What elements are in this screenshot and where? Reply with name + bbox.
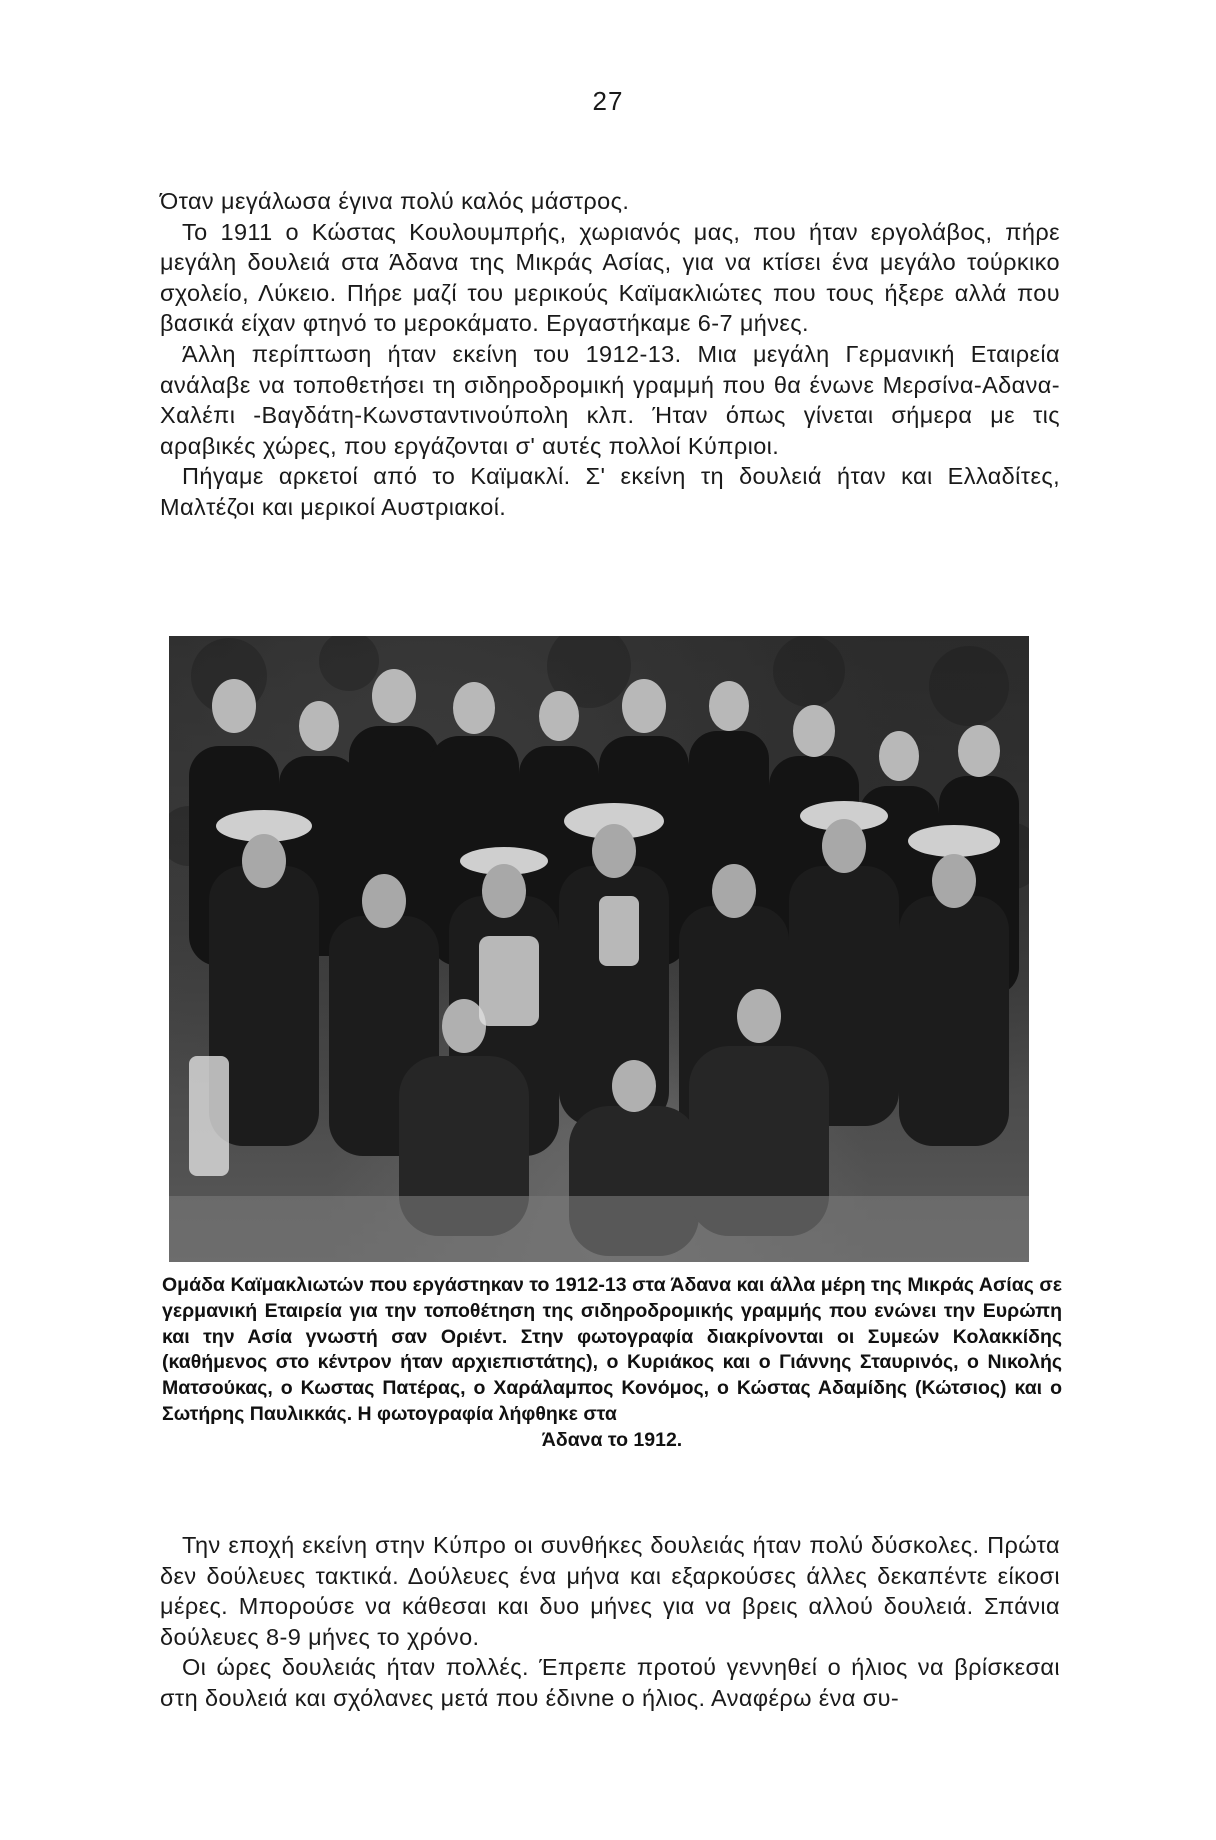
page-number: 27 <box>592 86 624 116</box>
paragraph-4: Πήγαμε αρκετοί από το Καϊμακλί. Σ' εκείνη τη δουλειά ήταν και Ελλαδίτες, Μαλτέζοι και μερικοί Αυστριακοί. <box>160 463 1060 520</box>
group-photograph <box>169 636 1029 1262</box>
photo-figures <box>169 636 1029 1262</box>
caption-last-line: Άδανα το 1912. <box>541 1428 683 1451</box>
photo-caption <box>162 1273 1062 1454</box>
caption-text: Ομάδα Καϊμακλιωτών που εργάστηκαν το 1912-13 στα Άδανα και άλλα μέρη της Μικράς Ασίας σε γερμανική Εταιρεία για την τοποθέτηση της σιδηροδρομικής γραμμής που ενώνει την Ευρώπη και την Ασία γνωστή σαν Οριέντ. Στην φωτογραφία διακρίνονται οι Συμεών Κολακκίδης (καθήμενος στο κέντρον ήταν αρχιεπιστάτης), ο Κυριάκος και ο Γιάννης Σταυρινός, ο Νικολής Ματσούκας, ο Κωστας Πατέρας, ο Χαράλαμπος Κονόμος, ο Κώστας Αδαμίδης (Κώτσιος) και ο Σωτήρης Παυλικκάς. Η φωτογραφία λήφθηκε στα <box>162 1274 1062 1425</box>
bottom-text-block <box>160 1530 1060 1714</box>
top-text-block <box>160 186 1060 523</box>
paragraph-5: Την εποχή εκείνη στην Κύπρο οι συνθήκες δουλειάς ήταν πολύ δύσκολες. Πρώτα δεν δούλευες τακτικά. Δούλευες ένα μήνα και εξαρκούσες άλλες δεκαπέντε είκοσι μέρες. Μπορούσε να κάθεσαι και δυο μήνες για να βρεις αλλού δουλειά. Σπάνια δούλευες 8-9 μήνες το χρόνο. <box>160 1532 1060 1650</box>
paragraph-1: Όταν μεγάλωσα έγινα πολύ καλός μάστρος. <box>160 188 630 214</box>
paragraph-2: Το 1911 ο Κώστας Κουλουμπρής, χωριανός μας, που ήταν εργολάβος, πήρε μεγάλη δουλειά στα Άδανα της Μικράς Ασίας, για να κτίσει ένα μεγάλο τούρκικο σχολείο, Λύκειο. Πήρε μαζί του μερικούς Καϊμακλιώτες που τους ήξερε αλλά που βασικά είχαν φτηνό το μεροκάματο. Εργαστήκαμε 6-7 μήνες. <box>160 218 1060 337</box>
paragraph-3: Άλλη περίπτωση ήταν εκείνη του 1912-13. Μια μεγάλη Γερμανική Εταιρεία ανάλαβε να τοποθετήσει τη σιδηροδρομική γραμμή που θα ένωνε Μερσίνα-Αδανα-Χαλέπι -Βαγδάτη-Κωνσταντινούπολη κλπ. Ήταν όπως γίνεται σήμερα με τις αραβικές χώρες, που εργάζονται σ' αυτές πολλοί Κύπριοι. <box>160 340 1060 459</box>
paragraph-6: Οι ώρες δουλειάς ήταν πολλές. Έπρεπε προτού γεννηθεί ο ήλιος να βρίσκεσαι στη δουλειά και σχόλανες μετά που έδινne ο ήλιος. Αναφέρω ένα συ- <box>160 1654 1060 1711</box>
